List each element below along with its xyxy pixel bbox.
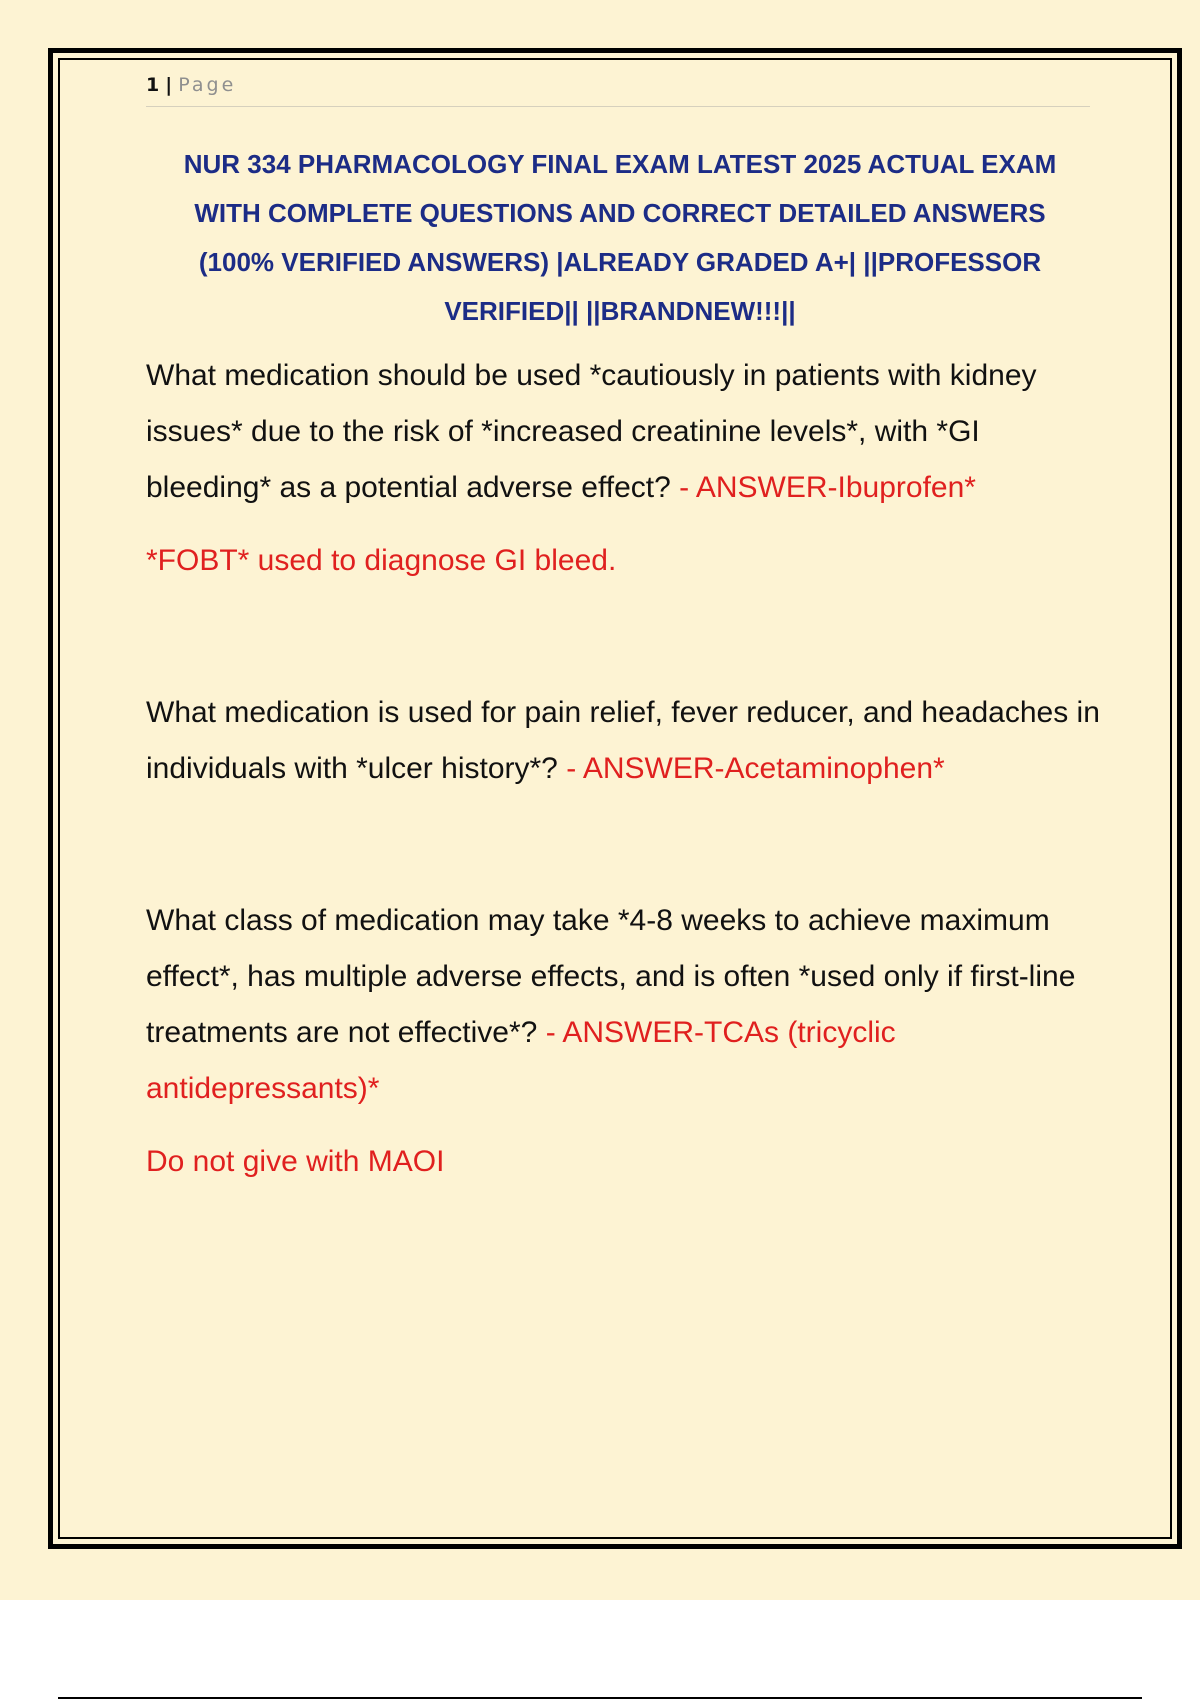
note-1: *FOBT* used to diagnose GI bleed. [146,544,617,577]
answer-1: - ANSWER-Ibuprofen* [679,471,976,504]
qa-content [146,348,1106,1190]
spacer [146,797,1106,893]
document-title: NUR 334 PHARMACOLOGY FINAL EXAM LATEST 2025 ACTUAL EXAM WITH COMPLETE QUESTIONS AND CORRECT DETAILED ANSWERS (100% VERIFIED ANSWERS) |ALREADY GRADED A+| ||PROFESSOR VERIFIED|| ||BRANDNEW!!!|| [183,149,1057,326]
page-separator: | [165,74,173,96]
question-1-text: What medication should be used *cautiously in patients with kidney issues* due to the risk of *increased creatinine levels*, with *GI bleeding* as a potential adverse effect? [146,359,1037,504]
question-3 [146,893,1106,1117]
page-header [146,74,1090,107]
question-3-text: What class of medication may take *4-8 weeks to achieve maximum effect*, has multiple adverse effects, and is often *used only if first-line treatments are not effective*? [146,904,1076,1049]
question-2-text: What medication is used for pain relief, fever reducer, and headaches in individuals with *ulcer history*? [146,696,1100,785]
answer-3: - ANSWER-TCAs (tricyclic antidepressants)* [146,1016,896,1105]
footer-divider [58,1697,1142,1699]
spacer [146,589,1106,685]
note-3: Do not give with MAOI [146,1145,445,1178]
answer-2: - ANSWER-Acetaminophen* [566,752,945,785]
question-2 [146,685,1106,797]
page-label: Page [178,74,237,96]
page-number: 1 [146,74,160,96]
question-1 [146,348,1106,516]
